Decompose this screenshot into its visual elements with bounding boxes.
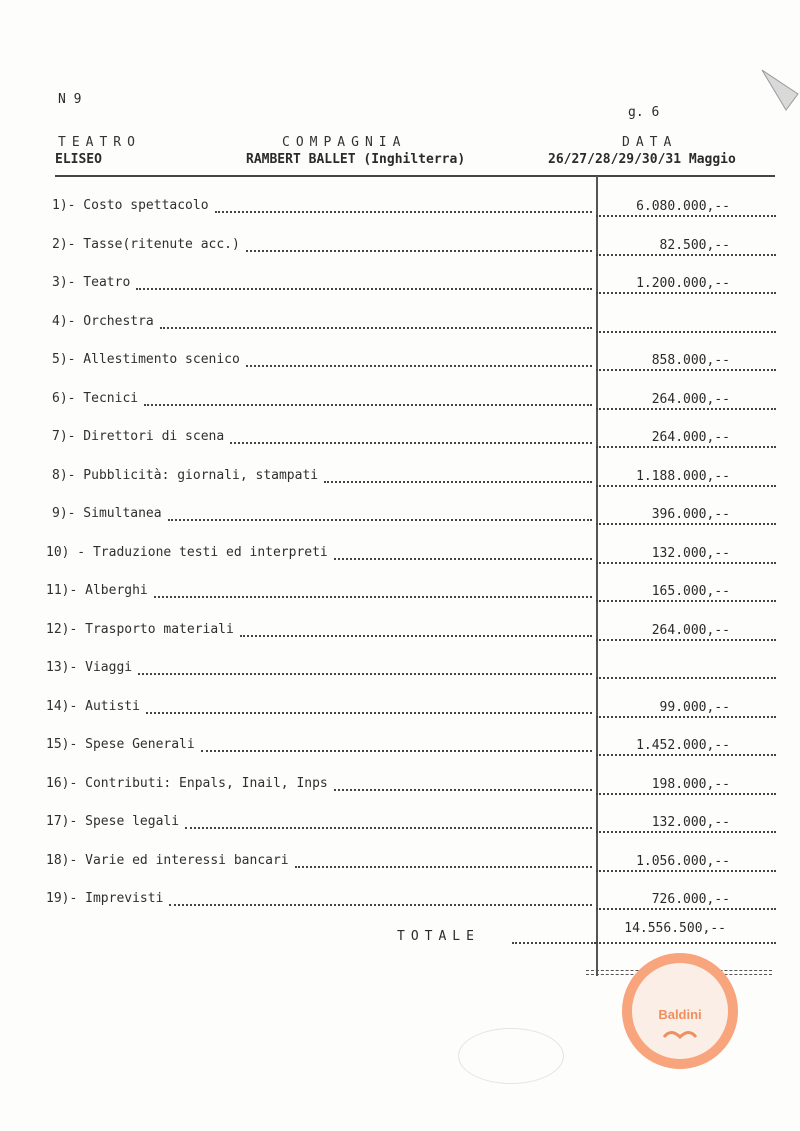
expense-row	[0, 198, 800, 218]
expense-amount: 132.000,--	[651, 815, 730, 830]
value-dots	[596, 793, 776, 795]
leader-dots	[246, 365, 592, 367]
expense-amount: 1.188.000,--	[636, 469, 730, 484]
value-dots	[596, 254, 776, 256]
expense-label: 8)- Pubblicità: giornali, stampati	[52, 468, 319, 483]
value-dots	[596, 523, 776, 525]
expense-label: 13)- Viaggi	[46, 660, 133, 675]
leader-dots	[168, 519, 592, 521]
expense-row	[0, 506, 800, 526]
teatro-value: ELISEO	[55, 152, 102, 167]
baldini-logo	[622, 953, 738, 1069]
expense-row	[0, 853, 800, 873]
value-dots	[596, 716, 776, 718]
expense-row	[0, 352, 800, 372]
expense-amount: 264.000,--	[651, 392, 730, 407]
expense-row	[0, 660, 800, 680]
expense-label: 11)- Alberghi	[46, 583, 148, 598]
value-dots	[596, 831, 776, 833]
document-number: N 9	[58, 92, 82, 107]
expense-row	[0, 699, 800, 719]
expense-label: 5)- Allestimento scenico	[52, 352, 240, 367]
library-stamp	[458, 1028, 564, 1084]
expense-row	[0, 891, 800, 911]
expense-amount: 264.000,--	[651, 430, 730, 445]
data-label: DATA	[622, 135, 678, 150]
expense-label: 10) - Traduzione testi ed interpreti	[46, 545, 328, 560]
expense-label: 14)- Autisti	[46, 699, 140, 714]
expense-label: 3)- Teatro	[52, 275, 131, 290]
page-mark: g. 6	[628, 105, 660, 120]
expense-label: 17)- Spese legali	[46, 814, 180, 829]
expense-amount: 396.000,--	[651, 507, 730, 522]
value-dots	[596, 331, 776, 333]
leader-dots	[136, 288, 592, 290]
value-dots	[596, 292, 776, 294]
expense-label: 19)- Imprevisti	[46, 891, 164, 906]
expense-label: 4)- Orchestra	[52, 314, 154, 329]
leader-dots	[160, 327, 592, 329]
expense-row	[0, 237, 800, 257]
total-amount: 14.556.500,--	[624, 921, 726, 936]
expense-row	[0, 545, 800, 565]
leader-dots	[334, 789, 592, 791]
teatro-label: TEATRO	[58, 135, 141, 150]
expense-label: 7)- Direttori di scena	[52, 429, 225, 444]
compagnia-value: RAMBERT BALLET (Inghilterra)	[246, 152, 466, 167]
value-dots	[596, 562, 776, 564]
expense-amount: 99.000,--	[659, 700, 730, 715]
expense-label: 6)- Tecnici	[52, 391, 139, 406]
compagnia-label: COMPAGNIA	[282, 135, 407, 150]
leader-dots	[324, 481, 592, 483]
expense-label: 1)- Costo spettacolo	[52, 198, 209, 213]
expense-row	[0, 776, 800, 796]
expense-amount: 165.000,--	[651, 584, 730, 599]
expense-amount: 1.452.000,--	[636, 738, 730, 753]
logo-text: Baldini	[658, 1007, 702, 1022]
leader-dots	[169, 904, 592, 906]
expense-row	[0, 737, 800, 757]
value-dots	[596, 639, 776, 641]
expense-row	[0, 275, 800, 295]
expense-label: 16)- Contributi: Enpals, Inail, Inps	[46, 776, 328, 791]
book-icon	[662, 1025, 698, 1039]
expense-amount: 198.000,--	[651, 777, 730, 792]
value-dots	[596, 408, 776, 410]
leader-dots	[295, 866, 592, 868]
value-dots	[596, 369, 776, 371]
expense-amount: 6.080.000,--	[636, 199, 730, 214]
expense-row	[0, 468, 800, 488]
data-value: 26/27/28/29/30/31 Maggio	[548, 152, 736, 167]
expense-row	[0, 391, 800, 411]
expense-row	[0, 429, 800, 449]
expense-label: 15)- Spese Generali	[46, 737, 195, 752]
value-dots	[596, 600, 776, 602]
leader-dots	[138, 673, 592, 675]
value-dots	[596, 870, 776, 872]
leader-dots	[201, 750, 592, 752]
expense-label: 9)- Simultanea	[52, 506, 162, 521]
leader-dots	[230, 442, 592, 444]
expense-row	[0, 314, 800, 334]
leader-dots	[215, 211, 592, 213]
corner-fold	[758, 66, 800, 116]
expense-amount: 132.000,--	[651, 546, 730, 561]
expense-label: 18)- Varie ed interessi bancari	[46, 853, 289, 868]
leader-dots	[185, 827, 592, 829]
leader-dots	[334, 558, 592, 560]
expense-amount: 82.500,--	[659, 238, 730, 253]
value-dots	[596, 677, 776, 679]
value-dots	[596, 908, 776, 910]
expense-amount: 264.000,--	[651, 623, 730, 638]
expense-amount: 726.000,--	[651, 892, 730, 907]
expense-amount: 1.056.000,--	[636, 854, 730, 869]
expense-label: 12)- Trasporto materiali	[46, 622, 234, 637]
value-dots	[596, 215, 776, 217]
total-value-dots	[596, 942, 776, 944]
leader-dots	[240, 635, 592, 637]
leader-dots	[146, 712, 592, 714]
leader-dots	[144, 404, 592, 406]
expense-row	[0, 622, 800, 642]
total-label: TOTALE	[397, 929, 480, 944]
expense-row	[0, 814, 800, 834]
leader-dots	[154, 596, 592, 598]
value-dots	[596, 446, 776, 448]
expense-row	[0, 583, 800, 603]
expense-label: 2)- Tasse(ritenute acc.)	[52, 237, 240, 252]
expense-amount: 1.200.000,--	[636, 276, 730, 291]
total-leader-dots	[512, 942, 596, 944]
leader-dots	[246, 250, 592, 252]
expense-amount: 858.000,--	[651, 353, 730, 368]
value-dots	[596, 485, 776, 487]
header-rule	[55, 175, 775, 177]
value-dots	[596, 754, 776, 756]
